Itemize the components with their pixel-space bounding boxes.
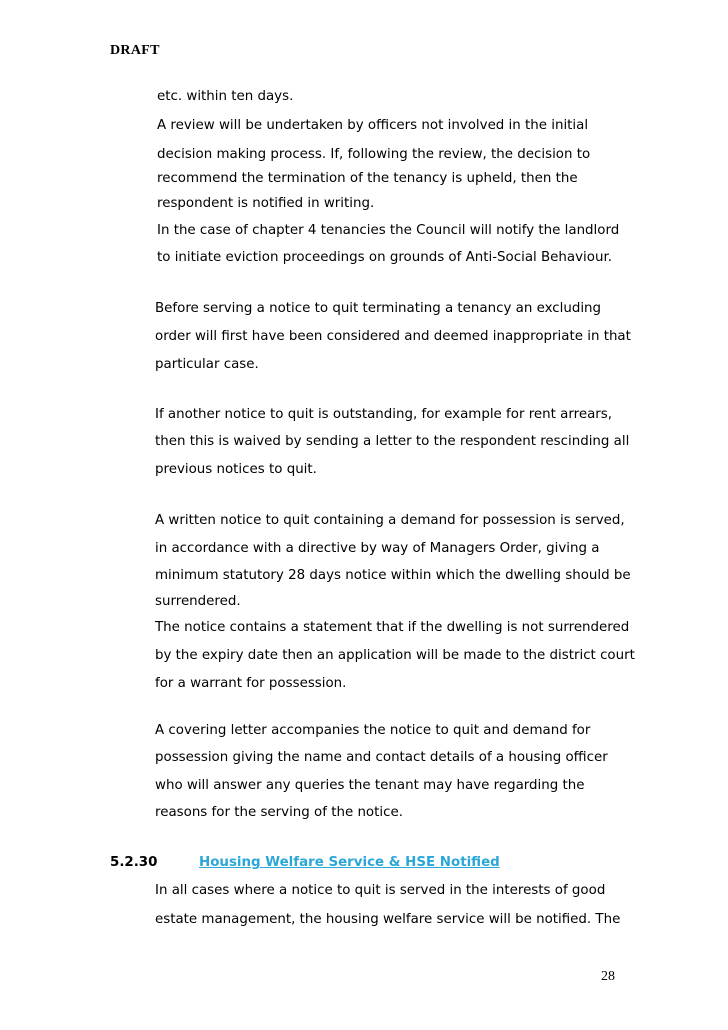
body-line: The notice contains a statement that if the dwelling is not surrendered bbox=[155, 620, 630, 635]
body-line: by the expiry date then an application will be made to the district court bbox=[155, 648, 635, 663]
body-line: A covering letter accompanies the notice to quit and demand for bbox=[155, 723, 591, 738]
body-line: Before serving a notice to quit terminating a tenancy an excluding bbox=[155, 301, 602, 316]
body-line: etc. within ten days. bbox=[157, 89, 294, 104]
body-line: In all cases where a notice to quit is served in the interests of good bbox=[155, 883, 606, 898]
body-line: estate management, the housing welfare service will be notified. The bbox=[155, 912, 621, 927]
body-line: who will answer any queries the tenant may have regarding the bbox=[155, 778, 585, 793]
body-line: particular case. bbox=[155, 357, 259, 372]
body-line: In the case of chapter 4 tenancies the Council will notify the landlord bbox=[157, 223, 620, 238]
section-number: 5.2.30 bbox=[110, 855, 158, 870]
body-line: A written notice to quit containing a demand for possession is served, bbox=[155, 513, 625, 528]
body-line: recommend the termination of the tenancy is upheld, then the bbox=[157, 171, 578, 186]
body-line: for a warrant for possession. bbox=[155, 676, 347, 691]
draft-label: DRAFT bbox=[110, 43, 160, 58]
body-line: decision making process. If, following the review, the decision to bbox=[157, 147, 591, 162]
body-line: in accordance with a directive by way of Managers Order, giving a bbox=[155, 541, 600, 556]
body-line: respondent is notified in writing. bbox=[157, 196, 375, 211]
body-line: then this is waived by sending a letter to the respondent rescinding all bbox=[155, 434, 630, 449]
body-line: surrendered. bbox=[155, 594, 241, 609]
body-line: If another notice to quit is outstanding, for example for rent arrears, bbox=[155, 407, 613, 422]
section-title-link[interactable]: Housing Welfare Service & HSE Notified bbox=[199, 855, 500, 870]
body-line: reasons for the serving of the notice. bbox=[155, 805, 403, 820]
body-line: order will first have been considered and deemed inappropriate in that bbox=[155, 329, 631, 344]
body-line: minimum statutory 28 days notice within which the dwelling should be bbox=[155, 568, 631, 583]
page-number: 28 bbox=[601, 969, 615, 984]
body-line: A review will be undertaken by officers not involved in the initial bbox=[157, 118, 589, 133]
body-line: possession giving the name and contact details of a housing officer bbox=[155, 750, 608, 765]
body-line: previous notices to quit. bbox=[155, 462, 317, 477]
body-line: to initiate eviction proceedings on grounds of Anti-Social Behaviour. bbox=[157, 250, 612, 265]
